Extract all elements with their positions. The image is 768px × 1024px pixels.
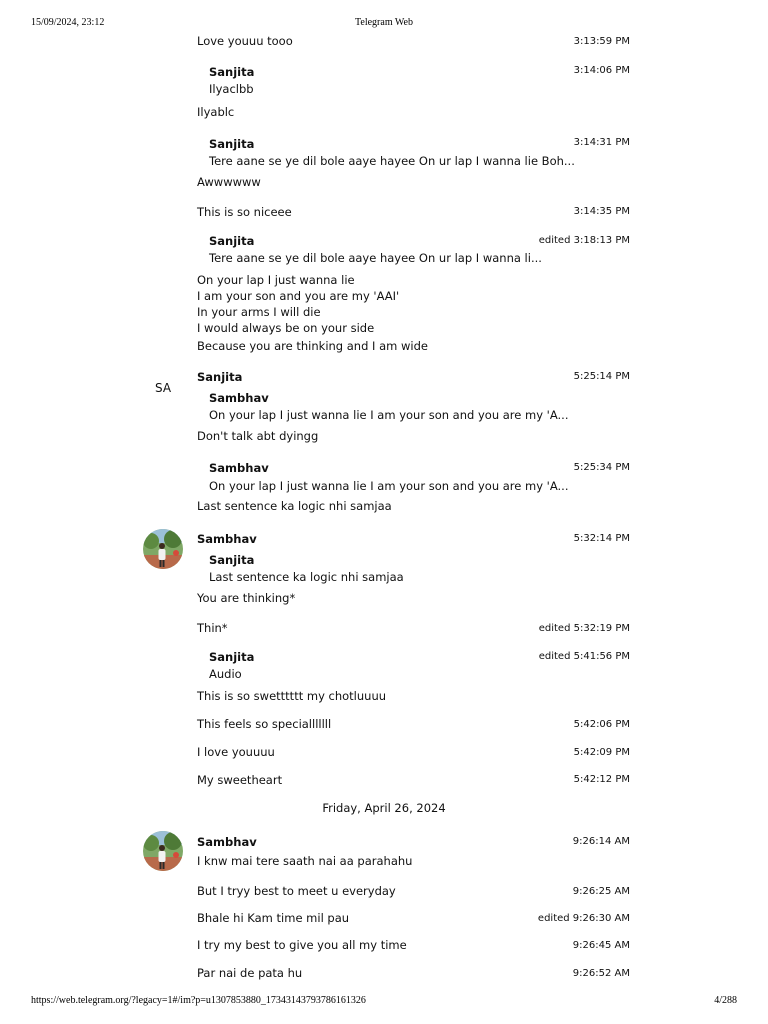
- message-line: Because you are thinking and I am wide: [197, 339, 428, 353]
- message-time: 3:14:35 PM: [573, 206, 630, 217]
- message-text: Awwwwww: [197, 175, 261, 189]
- message-time: 5:32:14 PM: [573, 533, 630, 544]
- message-text: My sweetheart: [197, 773, 283, 787]
- print-timestamp: 15/09/2024, 23:12: [31, 17, 105, 28]
- page-url: https://web.telegram.org/?legacy=1#/im?p=u1307853880_17343143793786161326: [31, 995, 366, 1006]
- page-number: 4/288: [714, 995, 737, 1006]
- message-text: Last sentence ka logic nhi samjaa: [197, 499, 392, 513]
- reply-quote-sender[interactable]: Sanjita: [209, 650, 255, 664]
- reply-quote-sender[interactable]: Sanjita: [209, 137, 255, 151]
- message-text: Love youuu tooo: [197, 34, 293, 48]
- message-text: I try my best to give you all my time: [197, 938, 407, 952]
- page-title: Telegram Web: [354, 17, 413, 28]
- message-time: edited 5:32:19 PM: [538, 623, 630, 634]
- message-time: 3:14:31 PM: [573, 137, 630, 148]
- sender-name[interactable]: Sambhav: [197, 532, 257, 546]
- message-line: I am your son and you are my 'AAI': [197, 289, 400, 303]
- date-separator: Friday, April 26, 2024: [322, 801, 446, 815]
- reply-quote-sender[interactable]: Sanjita: [209, 234, 255, 248]
- message-line: In your arms I will die: [197, 305, 321, 319]
- avatar-photo-icon: [143, 831, 183, 871]
- avatar-photo-icon: [143, 529, 183, 569]
- message-time: 5:42:09 PM: [573, 747, 630, 758]
- message-text: This feels so specialllllll: [197, 717, 332, 731]
- message-time: 3:13:59 PM: [573, 36, 630, 47]
- message-time: 3:14:06 PM: [573, 65, 630, 76]
- message-text: Ilyablc: [197, 105, 235, 119]
- message-time: 5:42:12 PM: [573, 774, 630, 785]
- message-time: 5:25:14 PM: [573, 371, 630, 382]
- avatar[interactable]: [143, 529, 183, 569]
- avatar-initials[interactable]: SA: [155, 381, 172, 395]
- avatar[interactable]: [143, 831, 183, 871]
- message-line: I would always be on your side: [197, 321, 375, 335]
- message-text: Thin*: [197, 621, 228, 635]
- message-time: 9:26:14 AM: [572, 836, 630, 847]
- message-text: This is so swetttttt my chotluuuu: [197, 689, 387, 703]
- reply-quote-sender[interactable]: Sambhav: [209, 391, 269, 405]
- sender-name[interactable]: Sambhav: [197, 835, 257, 849]
- reply-quote-text[interactable]: Last sentence ka logic nhi samjaa: [209, 570, 404, 584]
- reply-quote-text[interactable]: Tere aane se ye dil bole aaye hayee On ur lap I wanna lie Boh...: [209, 154, 575, 168]
- message-time: 9:26:25 AM: [572, 886, 630, 897]
- reply-quote-text[interactable]: Ilyaclbb: [209, 82, 254, 96]
- message-text: Bhale hi Kam time mil pau: [197, 911, 350, 925]
- message-text: But I tryy best to meet u everyday: [197, 884, 396, 898]
- message-text: Don't talk abt dyingg: [197, 429, 319, 443]
- reply-quote-sender[interactable]: Sambhav: [209, 461, 269, 475]
- reply-quote-sender[interactable]: Sanjita: [209, 553, 255, 567]
- message-time: 5:42:06 PM: [573, 719, 630, 730]
- reply-quote-text[interactable]: Tere aane se ye dil bole aaye hayee On ur lap I wanna li...: [209, 251, 542, 265]
- message-time: edited 5:41:56 PM: [538, 651, 630, 662]
- reply-quote-text[interactable]: On your lap I just wanna lie I am your son and you are my 'A...: [209, 479, 569, 493]
- reply-quote-text[interactable]: On your lap I just wanna lie I am your son and you are my 'A...: [209, 408, 569, 422]
- message-text: I knw mai tere saath nai aa parahahu: [197, 854, 413, 868]
- message-text: You are thinking*: [197, 591, 296, 605]
- message-time: 9:26:52 AM: [572, 968, 630, 979]
- message-time: 9:26:45 AM: [572, 940, 630, 951]
- message-text: I love youuuu: [197, 745, 275, 759]
- message-time: 5:25:34 PM: [573, 462, 630, 473]
- message-time: edited 9:26:30 AM: [537, 913, 630, 924]
- message-time: edited 3:18:13 PM: [538, 235, 630, 246]
- sender-name[interactable]: Sanjita: [197, 370, 243, 384]
- message-text: This is so niceee: [197, 205, 292, 219]
- message-text: Par nai de pata hu: [197, 966, 303, 980]
- message-line: On your lap I just wanna lie: [197, 273, 355, 287]
- reply-quote-text[interactable]: Audio: [209, 667, 242, 681]
- reply-quote-sender[interactable]: Sanjita: [209, 65, 255, 79]
